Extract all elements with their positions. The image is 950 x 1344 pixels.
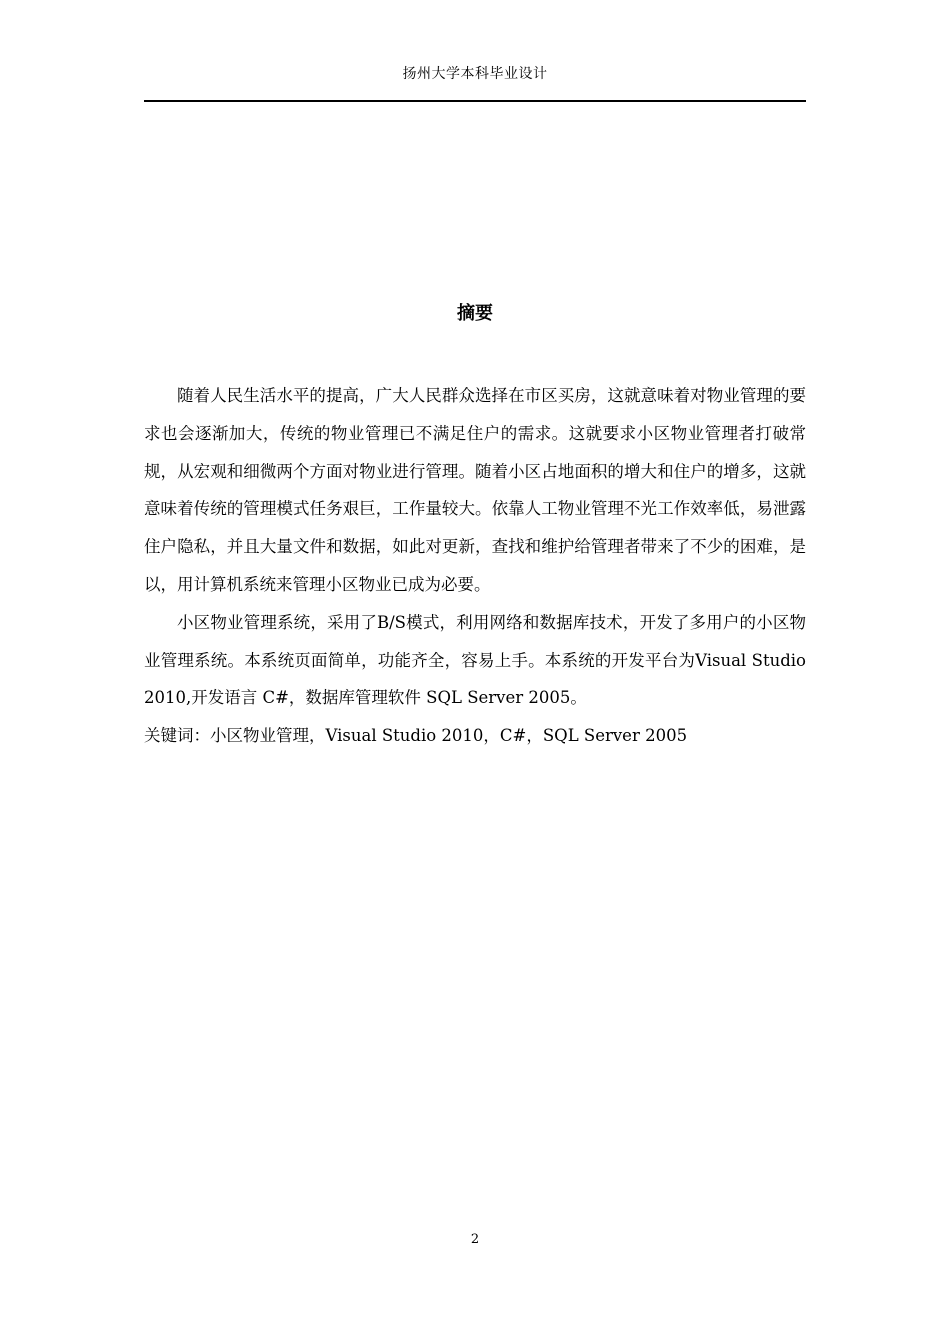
header-divider bbox=[144, 100, 806, 102]
abstract-paragraph-1: 随着人民生活水平的提高，广大人民群众选择在市区买房，这就意味着对物业管理的要求也会逐渐加大，传统的物业管理已不满足住户的需求。这就要求小区物业管理者打破常规，从宏观和细微两个方面对物业进行管理。随着小区占地面积的增大和住户的增多，这就意味着传统的管理模式任务艰巨，工作量较大。依靠人工物业管理不光工作效率低，易泄露住户隐私，并且大量文件和数据，如此对更新，查找和维护给管理者带来了不少的困难，是以，用计算机系统来管理小区物业已成为必要。 bbox=[144, 386, 806, 594]
keywords-line: 关键词：小区物业管理，Visual Studio 2010，C#，SQL Server 2005 bbox=[144, 726, 688, 746]
abstract-body bbox=[144, 377, 806, 755]
page-header: 扬州大学本科毕业设计 bbox=[402, 66, 548, 82]
abstract-title: 摘要 bbox=[457, 303, 493, 324]
page-number: 2 bbox=[470, 1232, 480, 1247]
abstract-paragraph-2: 小区物业管理系统，采用了B/S模式，利用网络和数据库技术，开发了多用户的小区物业管理系统。本系统页面简单，功能齐全，容易上手。本系统的开发平台为Visual Studio 2010,开发语言 C#，数据库管理软件 SQL Server 2005。 bbox=[144, 612, 806, 708]
